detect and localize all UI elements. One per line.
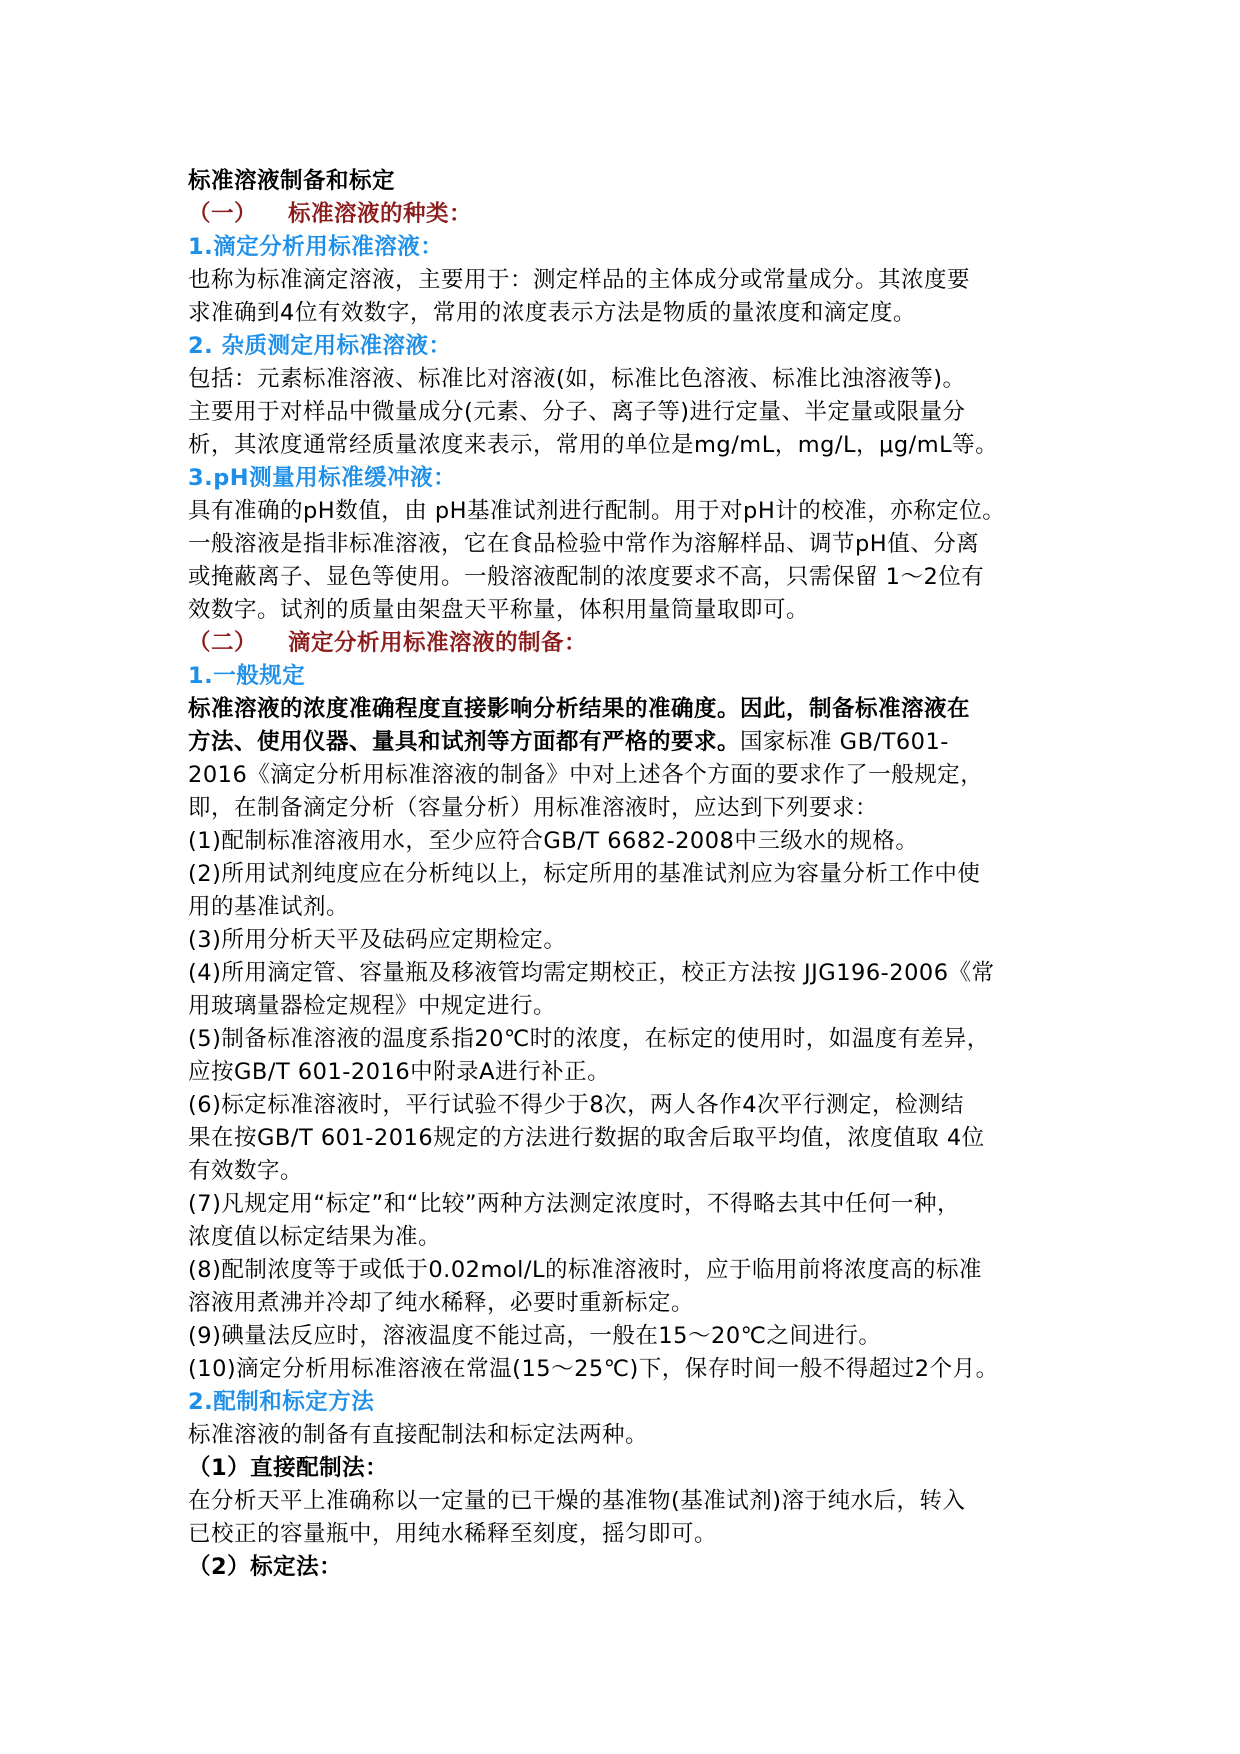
section-label: 滴定分析用标准溶液的制备： (288, 630, 588, 656)
subheading-2-1: 1.一般规定 (188, 663, 306, 689)
requirement-line: 溶液用煮沸并冷却了纯水稀释，必要时重新标定。 (188, 1290, 695, 1316)
bold-text: 方法、使用仪器、量具和试剂等方面都有严格的要求。 (188, 729, 741, 755)
paragraph-line: 即，在制备滴定分析（容量分析）用标准溶液时，应达到下列要求： (188, 795, 879, 821)
subheading-2-2: 2.配制和标定方法 (188, 1389, 375, 1415)
requirement-line: 浓度值以标定结果为准。 (188, 1224, 442, 1250)
section-heading-2 (188, 627, 1068, 660)
requirement-line: (8)配制浓度等于或低于0.02mol/L的标准溶液时，应于临用前将浓度高的标准 (188, 1257, 983, 1283)
section-heading-1 (188, 198, 1068, 231)
paragraph-line: 一般溶液是指非标准溶液，它在食品检验中常作为溶解样品、调节pH值、分离 (188, 531, 980, 557)
requirement-line: (1)配制标准溶液用水，至少应符合GB/T 6682-2008中三级水的规格。 (188, 828, 919, 854)
subheading-1-2: 2. 杂质测定用标准溶液： (188, 333, 452, 359)
paragraph-line: 2016《滴定分析用标准溶液的制备》中对上述各个方面的要求作了一般规定， (188, 762, 984, 788)
paragraph-line: 标准溶液的制备有直接配制法和标定法两种。 (188, 1422, 649, 1448)
requirement-line: 有效数字。 (188, 1158, 304, 1184)
requirement-line: (10)滴定分析用标准溶液在常温(15～25℃)下，保存时间一般不得超过2个月。 (188, 1356, 999, 1382)
requirement-line: 用玻璃量器检定规程》中规定进行。 (188, 993, 557, 1019)
requirement-line: (9)碘量法反应时，溶液温度不能过高，一般在15～20℃之间进行。 (188, 1323, 882, 1349)
paragraph-line: 或掩蔽离子、显色等使用。一般溶液配制的浓度要求不高，只需保留 1～2位有 (188, 564, 985, 590)
requirement-line: 应按GB/T 601-2016中附录A进行补正。 (188, 1059, 611, 1085)
normal-text: 国家标准 GB/T601- (740, 729, 949, 755)
requirement-line: (5)制备标准溶液的温度系指20℃时的浓度，在标定的使用时，如温度有差异， (188, 1026, 990, 1052)
method-heading-1: （1）直接配制法： (188, 1455, 389, 1481)
mixed-paragraph-line (188, 726, 1068, 759)
document-page (188, 165, 1068, 1584)
paragraph-line: 在分析天平上准确称以一定量的已干燥的基准物(基准试剂)溶于纯水后，转入 (188, 1488, 966, 1514)
bold-paragraph-line: 标准溶液的浓度准确程度直接影响分析结果的准确度。因此，制备标准溶液在 (188, 696, 971, 722)
requirement-line: (6)标定标准溶液时，平行试验不得少于8次，两人各作4次平行测定，检测结 (188, 1092, 965, 1118)
paragraph-line: 也称为标准滴定溶液，主要用于：测定样品的主体成分或常量成分。其浓度要 (188, 267, 971, 293)
section-label: 标准溶液的种类： (288, 201, 473, 227)
paragraph-line: 效数字。试剂的质量由架盘天平称量，体积用量筒量取即可。 (188, 597, 810, 623)
method-heading-2: （2）标定法： (188, 1554, 343, 1580)
requirement-line: (2)所用试剂纯度应在分析纯以上，标定所用的基准试剂应为容量分析工作中使 (188, 861, 981, 887)
paragraph-line: 析，其浓度通常经质量浓度来表示，常用的单位是mg/mL，mg/L，μg/mL等。 (188, 432, 999, 458)
subheading-1-3: 3.pH测量用标准缓冲液： (188, 465, 457, 491)
paragraph-line: 包括：元素标准溶液、标准比对溶液(如，标准比色溶液、标准比浊溶液等)。 (188, 366, 966, 392)
requirement-line: 用的基准试剂。 (188, 894, 350, 920)
section-number: （一） (188, 201, 258, 227)
section-number: （二） (188, 630, 258, 656)
requirement-line: (4)所用滴定管、容量瓶及移液管均需定期校正，校正方法按 JJG196-2006《常 (188, 960, 995, 986)
subheading-1-1: 1.滴定分析用标准溶液： (188, 234, 444, 260)
doc-title: 标准溶液制备和标定 (188, 168, 396, 194)
paragraph-line: 主要用于对样品中微量成分(元素、分子、离子等)进行定量、半定量或限量分 (188, 399, 966, 425)
paragraph-line: 具有准确的pH数值，由 pH基准试剂进行配制。用于对pH计的校准，亦称定位。 (188, 498, 1006, 524)
requirement-line: (7)凡规定用“标定”和“比较”两种方法测定浓度时，不得略去其中任何一种， (188, 1191, 960, 1217)
paragraph-line: 求准确到4位有效数字，常用的浓度表示方法是物质的量浓度和滴定度。 (188, 300, 916, 326)
requirement-line: 果在按GB/T 601-2016规定的方法进行数据的取舍后取平均值，浓度值取 4位 (188, 1125, 985, 1151)
requirement-line: (3)所用分析天平及砝码应定期检定。 (188, 927, 567, 953)
paragraph-line: 已校正的容量瓶中，用纯水稀释至刻度，摇匀即可。 (188, 1521, 718, 1547)
